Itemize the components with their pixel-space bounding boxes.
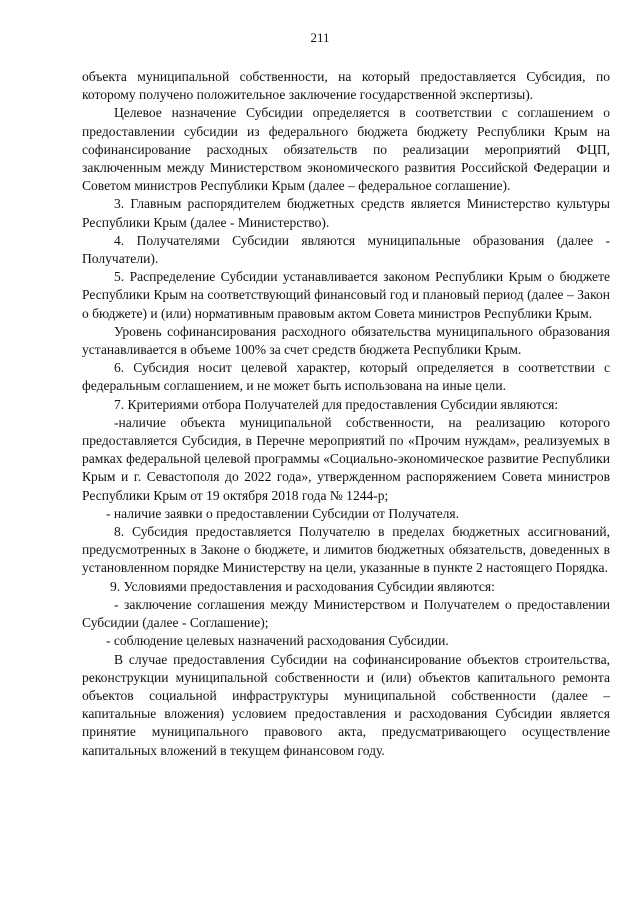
paragraph-capital-investments: В случае предоставления Субсидии на софинансирование объектов строительства, реконструкции муниципальной собственности и (или) объектов капитального ремонта объектов социальной инфраструктуры муниципальной собственности (далее – капитальные вложения) условием предоставления и расходования Субсидии является принятие муниципального правового акта, предусматривающего осуществление капитальных вложений в текущем финансовом году.: [82, 651, 610, 758]
paragraph-item-9: 9. Условиями предоставления и расходования Субсидии являются:: [110, 578, 495, 594]
paragraph-cofinancing-level: Уровень софинансирования расходного обязательства муниципального образования устанавливается в объеме 100% за счет средств бюджета Республики Крым.: [82, 323, 610, 358]
page-number: 211: [310, 30, 330, 45]
paragraph-criterion-1: -наличие объекта муниципальной собственности, на реализацию которого предоставляется Субсидия, в Перечне мероприятий по «Прочим нуждам», реализуемых в рамках федеральной целевой программы «Социально-экономическое развитие Республики Крым и г. Севастополя до 2022 года», утвержденном распоряжением Совета министров Республики Крым от 19 октября 2018 года № 1244-р;: [82, 414, 610, 503]
paragraph-item-6: 6. Субсидия носит целевой характер, который определяется в соответствии с федеральным соглашением, и не может быть использована на иные цели.: [82, 360, 610, 394]
paragraph-continuation: объекта муниципальной собственности, на который предоставляется Субсидия, по которому получено положительное заключение государственной экспертизы).: [82, 69, 610, 103]
paragraph-condition-1: - заключение соглашения между Министерством и Получателем о предоставлении Субсидии (далее - Соглашение);: [82, 596, 610, 631]
paragraph-item-8: 8. Субсидия предоставляется Получателю в пределах бюджетных ассигнований, предусмотренных в Законе о бюджете, и лимитов бюджетных обязательств, доведенных в установленном порядке Министерству на цели, указанные в пункте 2 настоящего Порядка.: [82, 524, 610, 576]
paragraph-item-4: 4. Получателями Субсидии являются муниципальные образования (далее - Получатели).: [82, 232, 610, 267]
paragraph-item-3: 3. Главным распорядителем бюджетных средств является Министерство культуры Республики Крым (далее - Министерство).: [82, 196, 610, 230]
paragraph-item-5: 5. Распределение Субсидии устанавливается законом Республики Крым о бюджете Республики Крым на соответствующий финансовый год и плановый период (далее – Закон о бюджете) и (или) нормативным правовым актом Совета министров Республики Крым.: [82, 269, 610, 321]
paragraph-item-7: 7. Критериями отбора Получателей для предоставления Субсидии являются:: [114, 396, 559, 412]
paragraph-condition-2: - соблюдение целевых назначений расходования Субсидии.: [106, 633, 449, 649]
document-body: [82, 68, 610, 760]
paragraph-target-purpose: Целевое назначение Субсидии определяется в соответствии с соглашением о предоставлении субсидии из федерального бюджета бюджету Республики Крым на софинансирование расходных обязательств по реализации мероприятий ФЦП, заключенным между Министерством экономического развития Российской Федерации и Советом министров Республики Крым (далее – федеральное соглашение).: [82, 105, 610, 194]
paragraph-criterion-2: - наличие заявки о предоставлении Субсидии от Получателя.: [106, 505, 460, 521]
